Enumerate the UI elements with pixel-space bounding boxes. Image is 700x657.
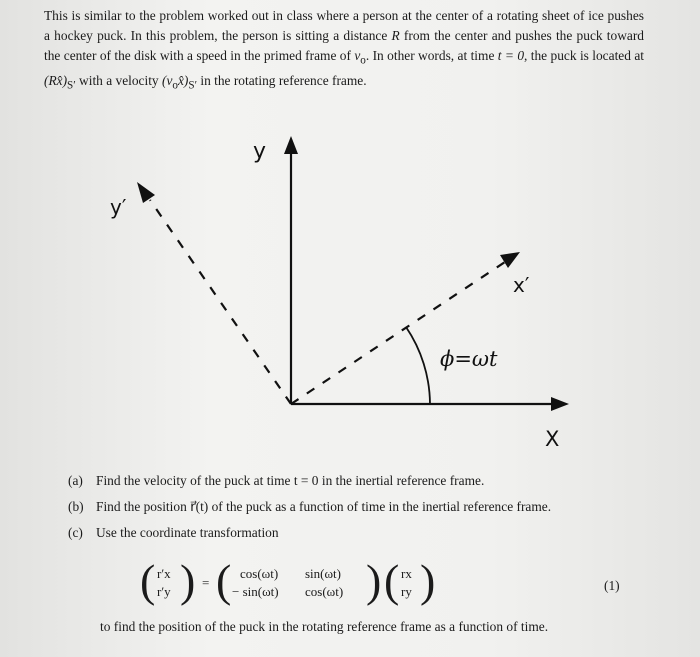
part-c-text: Use the coordinate transformation	[96, 525, 279, 540]
y-axis-arrow	[284, 136, 298, 154]
intro-text-3: . In other words, at time	[365, 48, 498, 63]
velocity-unit: x̂)	[177, 72, 189, 88]
rhs-open-paren: (	[384, 555, 400, 606]
lhs-top: r′x	[157, 566, 171, 581]
velocity-sub: o	[172, 79, 178, 92]
matrix-21: − sin(ωt)	[232, 584, 279, 599]
question-parts	[68, 472, 628, 550]
x-prime-axis-arrow	[500, 252, 520, 268]
x-prime-axis-line	[291, 262, 505, 404]
position-frame: S′	[67, 79, 76, 92]
velocity-vector: (v	[161, 72, 173, 88]
intro-text-2: from the center and pushes the puck toward the center of the disk with a speed in the primed frame of	[44, 28, 644, 63]
matrix-12: sin(ωt)	[305, 566, 341, 581]
label-angle: ϕ=ωt	[440, 347, 498, 371]
part-a	[68, 472, 628, 490]
y-prime-axis-line	[150, 200, 291, 404]
matrix-11: cos(ωt)	[240, 566, 279, 581]
rhs-top: rx	[401, 566, 412, 581]
part-b	[68, 498, 628, 516]
intro-text-5: with a velocity	[75, 72, 162, 88]
part-b-tag: (b)	[68, 499, 84, 514]
matrix-open-paren: (	[216, 555, 232, 606]
part-a-text: Find the velocity of the puck at time t = 0 in the inertial reference frame.	[96, 473, 485, 488]
part-c-tag: (c)	[68, 525, 83, 540]
position-vector: (Rx̂)	[44, 72, 68, 88]
intro-text-4: , the puck is located at	[524, 48, 644, 63]
label-y-prime: y′	[110, 195, 127, 219]
label-y: y	[253, 139, 267, 164]
part-b-text: Find the position r⃗(t) of the puck as a function of time in the inertial reference frame.	[96, 499, 552, 514]
rhs-close-paren: )	[420, 555, 436, 606]
velocity-frame: S′	[188, 79, 198, 92]
lhs-open-paren: (	[140, 555, 156, 606]
x-axis-arrow	[551, 397, 569, 411]
var-t0: t = 0	[497, 48, 525, 63]
matrix-close-paren: )	[366, 555, 382, 606]
part-a-tag: (a)	[68, 473, 83, 488]
var-v0: v	[354, 48, 361, 63]
var-R: R	[391, 28, 400, 43]
part-c-continuation: to find the position of the puck in the rotating reference frame as a function of time.	[100, 619, 549, 634]
intro-text-1: This is similar to the problem worked out in class where a person at the center of a rotating sheet of ice pushes a hockey puck. In this problem, the person is sitting a distance	[44, 8, 644, 43]
angle-arc	[406, 327, 430, 404]
lhs-close-paren: )	[180, 555, 196, 606]
lhs-bottom: r′y	[157, 584, 171, 599]
equals-sign: =	[202, 575, 210, 590]
rhs-bottom: ry	[401, 584, 412, 599]
matrix-22: cos(ωt)	[305, 584, 344, 599]
label-x: X	[545, 427, 560, 451]
equation-number: (1)	[604, 578, 620, 593]
y-prime-axis-arrow	[137, 182, 155, 203]
label-x-prime: x′	[513, 273, 530, 297]
part-c	[68, 524, 628, 542]
intro-text-6: in the rotating reference frame.	[197, 72, 367, 88]
var-v0-sub: o	[360, 54, 366, 67]
transformation-equation	[140, 555, 620, 612]
